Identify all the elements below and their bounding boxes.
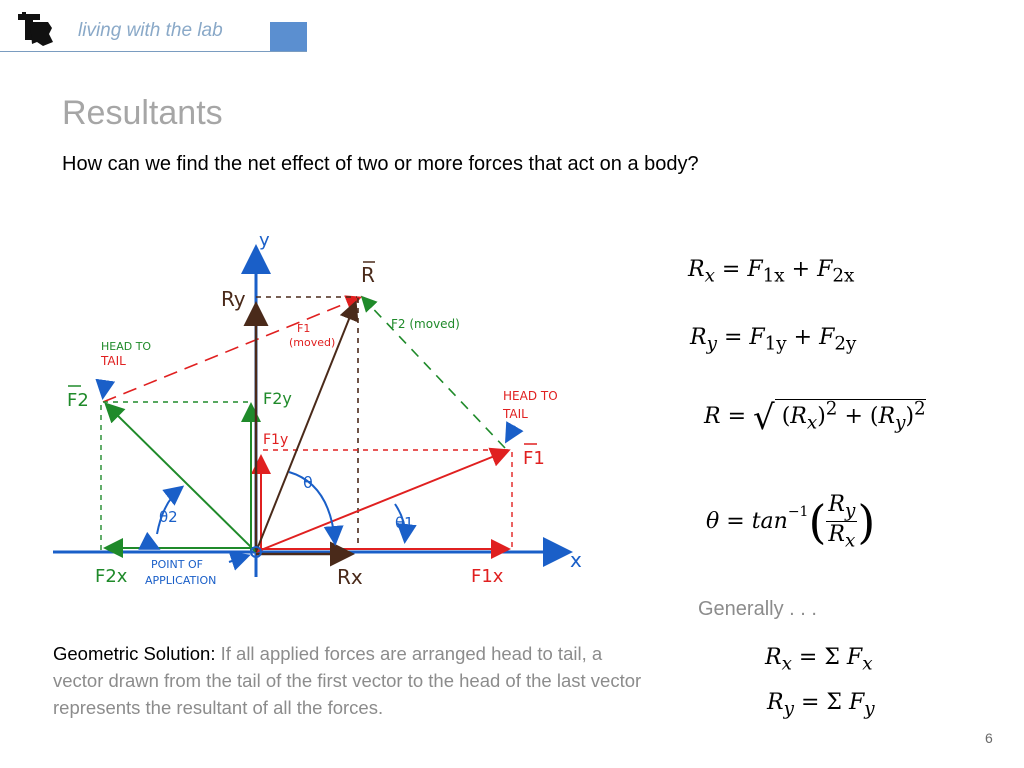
f1-label: F1 [523, 448, 545, 469]
x-axis-label: x [570, 548, 582, 572]
f1-moved-label-1: F1 [297, 322, 311, 335]
geometric-solution-label: Geometric Solution: [53, 643, 221, 664]
force-diagram [45, 222, 595, 600]
theta2-label: θ2 [159, 508, 178, 526]
head-to-tail-right-2: TAIL [503, 407, 528, 421]
f2y-label: F2y [263, 389, 292, 408]
f1-vector [256, 451, 507, 552]
head-to-tail-right-arrow [507, 426, 515, 440]
f1y-label: F1y [263, 432, 289, 448]
r-magnitude-equation: R = √ $(R_x)^2 + (R_y)^2$ [704, 398, 926, 438]
resultant-label: R [361, 263, 375, 287]
y-axis-label: y [259, 230, 270, 251]
header-brand-text: living with the lab [78, 20, 223, 41]
ry-label: Ry [221, 287, 246, 311]
f2-label: F2 [67, 390, 89, 411]
geometric-solution-body: If all applied forces are arranged head to tail, a vector drawn from the tail of the first vector to the head of the last vector represents the resultant of all the forces. [53, 643, 642, 718]
ry-equation: $R_y = F_{1y} + F_{2y}$ [690, 325, 857, 355]
point-of-application-label-1: POINT OF [151, 558, 203, 571]
head-to-tail-left-arrow [103, 382, 105, 396]
slide-subtitle: How can we find the net effect of two or more forces that act on a body? [62, 153, 699, 175]
f2-moved-label: F2 (moved) [391, 317, 460, 331]
header-accent-block [270, 22, 307, 52]
generally-label: Generally . . . [698, 598, 817, 620]
header-divider [0, 51, 307, 52]
head-to-tail-left-1: HEAD TO [101, 340, 152, 353]
geometric-solution-text [53, 640, 643, 721]
rx-label: Rx [337, 565, 363, 589]
ry-sum-equation: $R_y = \Sigma$ $F_y$ [767, 690, 875, 720]
theta1-label: θ1 [395, 514, 414, 532]
head-to-tail-left-2: TAIL [101, 354, 126, 368]
page-number: 6 [985, 730, 993, 746]
point-of-application-arrow [229, 556, 247, 562]
f2x-label: F2x [95, 566, 128, 587]
university-logo [16, 10, 58, 48]
rx-sum-equation: $R_x = \Sigma$ $F_x$ [765, 645, 873, 675]
theta-equation: θ = tan $^{-1}$ ( $R_y$ $R_x$ ) [706, 492, 876, 552]
theta-label: θ [303, 473, 313, 492]
head-to-tail-right-1: HEAD TO [503, 389, 558, 403]
f1x-label: F1x [471, 566, 504, 587]
slide-title: Resultants [62, 94, 223, 132]
rx-equation: $R_x = F_{1x} + F_{2x}$ [688, 257, 855, 287]
f1-moved-label-2: (moved) [289, 336, 336, 349]
f2-vector [107, 405, 256, 552]
point-of-application-label-2: APPLICATION [145, 574, 217, 587]
